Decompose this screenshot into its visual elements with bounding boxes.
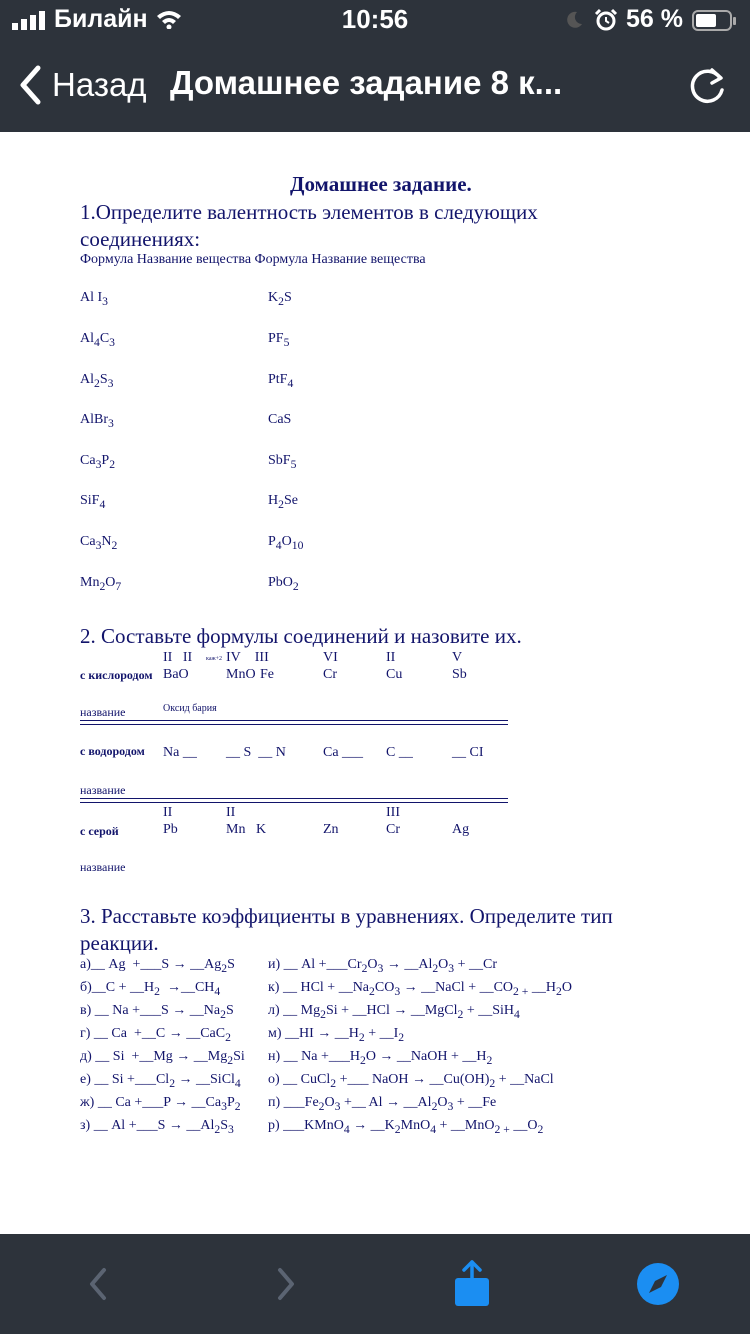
equation: м) __HI → $\_\_H_2$ + $\_\_I_2$ [268, 1026, 405, 1044]
equation: ж) __ Ca +___P → $\_\_Ca_3P_2$ [80, 1095, 241, 1113]
valence-row: VI [323, 650, 338, 665]
divider [80, 720, 508, 725]
equation: п) $\_\_\_Fe_2O_3$ +__ $Al \to \_\_Al_2O_3$ + __Fe [268, 1095, 497, 1113]
share-button[interactable] [444, 1256, 500, 1312]
row-label-name: название [80, 783, 126, 797]
valence-note: каж+2 [206, 656, 223, 662]
formula: PtF$_4$ [268, 372, 294, 390]
document-page [0, 132, 750, 1234]
back-button[interactable] [18, 62, 147, 108]
element: Cu [386, 667, 403, 682]
equation: в) __ Na +___S → $\_\_Na_2S$ [80, 1003, 234, 1021]
equation: и) __ $Al +\_\_\_Cr_2O_3$ → $\_\_Al_2O_3$ + __Cr [268, 957, 498, 975]
chevron-left-icon [18, 65, 42, 105]
equation: д) __ Si +__Mg → $\_\_Mg_2Si$ [80, 1049, 245, 1067]
formula: SiF$_4$ [80, 493, 106, 511]
formula: $Al_2S_3$ [80, 372, 114, 390]
task1-table-header: Формула Название вещества Формула Название вещества [80, 252, 426, 267]
document-title: Домашнее задание 8 к... [170, 64, 563, 101]
valence-row: V [452, 650, 463, 665]
formula: $H_2Se$ [268, 493, 298, 511]
valence-row: II [226, 805, 236, 820]
formula: $Ca_3P_2$ [80, 453, 116, 471]
navigation-bar [0, 40, 750, 132]
equation: л) __ $Mg_2Si$ + __HCl → __MgCl$_2$ + __SiH$_4$ [268, 1003, 520, 1021]
element: Sb [452, 667, 467, 682]
equation: о) __ CuCl$_2$ +___ NaOH → $\_\_Cu(OH)_2$ + __NaCl [268, 1072, 554, 1090]
valence-row: II [163, 805, 173, 820]
element: BaO [163, 667, 189, 682]
valence-row: II [386, 650, 396, 665]
row-label-sulfur: с серой [80, 824, 119, 838]
back-label: Назад [52, 66, 147, 103]
carrier-name: Билайн [54, 5, 148, 33]
formula: PbO$_2$ [268, 575, 299, 593]
equation: з) __ Al +___S → $\_\_Al_2S_3$ [80, 1118, 234, 1136]
element: Zn [323, 822, 339, 837]
battery-icon [692, 10, 738, 32]
formula: Al $I_3$ [80, 290, 108, 308]
element: Fe [260, 667, 274, 682]
row-label-hydrogen: с водородом [80, 744, 145, 758]
clock: 10:56 [341, 4, 409, 34]
element: Ag [452, 822, 470, 837]
task3-heading: 3. Расставьте коэффициенты в уравнениях. Определите тип [80, 904, 613, 928]
element: Na __ [163, 745, 197, 760]
moon-icon [564, 10, 584, 30]
status-bar [0, 0, 750, 40]
element: Pb [163, 822, 178, 837]
element: MnO [226, 667, 256, 682]
task1-heading: 1.Определите валентность элементов в следующих [80, 200, 538, 224]
safari-button[interactable] [630, 1256, 686, 1312]
bottom-toolbar [0, 1234, 750, 1334]
formula: $Ca_3N_2$ [80, 534, 118, 552]
alarm-icon [594, 8, 618, 32]
element: Cr [323, 667, 337, 682]
element: __ S __ N [226, 745, 286, 760]
task1-heading-cont: соединениях: [80, 227, 201, 251]
equation: н) __ $Na +\_\_\_H_2O$ → __NaOH + $\_\_H_2$ [268, 1049, 493, 1067]
equation: а)__ Ag +___S → $\_\_Ag_2S$ [80, 957, 235, 975]
formula: $K_2S$ [268, 290, 292, 308]
compass-icon [636, 1262, 680, 1306]
formula: $Al_4C_3$ [80, 331, 115, 349]
formula: $P_4O_{10}$ [268, 534, 304, 552]
formula: SbF$_5$ [268, 453, 297, 471]
row-label-oxygen: с кислородом [80, 668, 153, 682]
element: Ca ___ [323, 745, 364, 760]
valence-row: IV III [226, 650, 269, 665]
element: Mn K [226, 822, 267, 837]
divider [80, 798, 508, 803]
back-nav-button[interactable] [70, 1256, 126, 1312]
valence-row: III [386, 805, 400, 820]
formula: CaS [268, 412, 292, 427]
battery-percent: 56 % [626, 5, 683, 33]
valence-row: II II [163, 650, 193, 665]
equation: е) __ $Si +\_\_\_Cl_2$ → __SiCl$_4$ [80, 1072, 241, 1090]
reload-icon[interactable] [686, 62, 730, 106]
task2-heading: 2. Составьте формулы соединений и назовите их. [80, 624, 522, 648]
forward-nav-button[interactable] [258, 1256, 314, 1312]
element: C __ [386, 745, 413, 760]
task3-heading-cont: реакции. [80, 931, 159, 955]
element: Cr [386, 822, 400, 837]
chevron-left-icon [86, 1266, 110, 1302]
equation: г) __ Ca +__C → __CaC$_2$ [80, 1026, 231, 1044]
element: __ CI [452, 745, 484, 760]
formula: AlBr$_3$ [80, 412, 114, 430]
formula: $PF_5$ [268, 331, 290, 349]
row-label-name: название [80, 705, 126, 719]
row-label-name: название [80, 860, 126, 874]
equation: к) __ HCl + $\_\_Na_2CO_3$ → __NaCl + $\_\_CO_{2 +}$ $\_\_H_2O$ [268, 980, 572, 998]
answer-text: Оксид бария [163, 703, 217, 714]
share-icon [452, 1260, 492, 1308]
formula: $Mn_2O_7$ [80, 575, 122, 593]
equation: р) ___KMnO$_4$ → $\_\_K_2MnO_4$ + __MnO$_{2 +}$ $\_\_O_2$ [268, 1118, 544, 1136]
chevron-right-icon [274, 1266, 298, 1302]
equation: б)__C + $\_\_H_2$ $\to\_\_CH_4$ [80, 980, 221, 998]
page-heading: Домашнее задание. [290, 172, 472, 196]
